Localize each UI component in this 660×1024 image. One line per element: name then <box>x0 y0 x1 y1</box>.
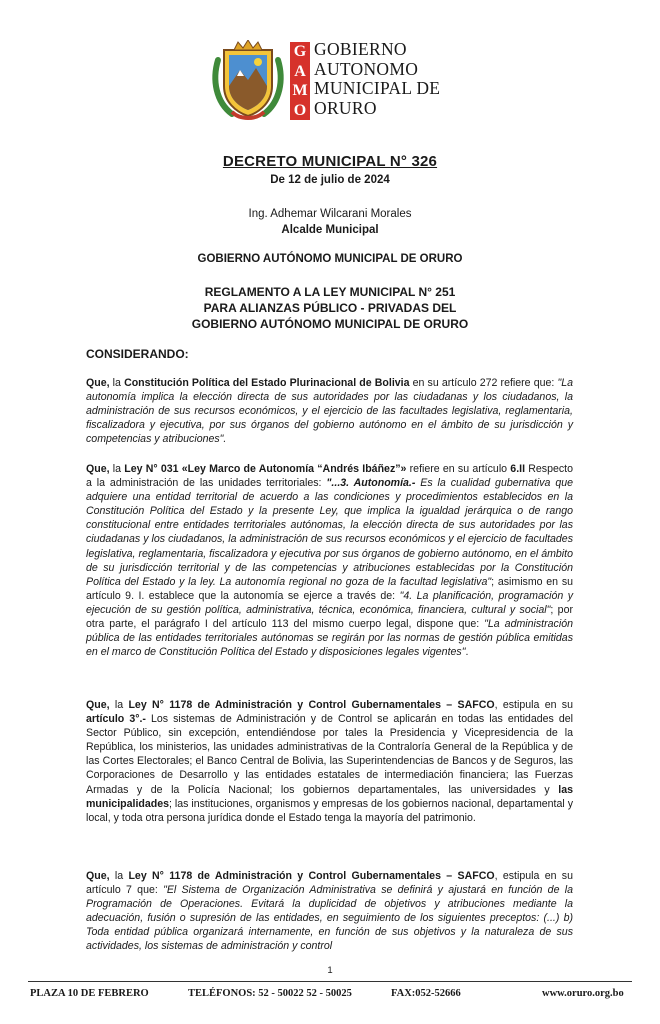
footer-address: PLAZA 10 DE FEBRERO <box>30 988 149 999</box>
footer-divider <box>28 981 632 982</box>
gov-line-3: MUNICIPAL DE <box>314 78 441 98</box>
paragraph-1: Que, la Constitución Política del Estado Plurinacional de Bolivia en su artículo 272 refiere que: "La autonomía implica la elección directa de sus autoridades por las ciudadanas y los ciudadanos, la administración de sus recursos económicos, y el ejercicio de las facultades legislativa, reglamentaria, fiscalizadora y ejecutiva, por sus órganos del gobierno autónomo en el ámbito de su jurisdicción y competencias y atribuciones". <box>86 377 573 446</box>
footer-website[interactable]: www.oruro.org.bo <box>542 988 624 999</box>
decree-title: DECRETO MUNICIPAL N° 326 <box>222 153 438 170</box>
footer-fax: FAX:052-52666 <box>391 988 461 999</box>
signer-name: Ing. Adhemar Wilcarani Morales <box>248 208 412 220</box>
considerando-heading: CONSIDERANDO: <box>86 347 189 361</box>
government-heading: GOBIERNO AUTÓNOMO MUNICIPAL DE ORURO <box>197 253 463 265</box>
gamo-acronym: G A M O <box>290 42 310 120</box>
gov-line-1: GOBIERNO <box>314 39 407 59</box>
signer-role: Alcalde Municipal <box>281 224 379 236</box>
paragraph-2: Que, la Ley N° 031 «Ley Marco de Autonomía “Andrés Ibáñez”» refiere en su artículo 6.II Respecto a la administración de las unidades territoriales: "...3. Autonomía.- Es la cualidad gubernativa que adquiere una entidad territorial de acuerdo a las condiciones y procedimientos establecidos en la Constitución Política del Estado y la presente Ley, que implica la igualdad jerárquica o de rango constitucional entre entidades territoriales autónomas, la elección directa de sus autoridades por las ciudadanas y los ciudadanos, la administración de sus recursos económicos y el ejercicio de facultades legislativa, reglamentaria, fiscalizadora y ejecutiva por sus órganos de gobierno autónomo, en el ámbito de su jurisdicción territorial y de las competencias y atribuciones establecidas por la Constitución Política del Estado y la ley. La autonomía regional no goza de la facultad legislativa"; asimismo en su artículo 9. I. establece que la autonomía se ejerce a través de: "4. La planificación, programación y ejecución de su gestión política, administrativa, técnica, económica, financiera, cultural y social"; por otra parte, el parágrafo I del artículo 113 del mismo cuerpo legal, dispone que: "La administración pública de las entidades territoriales autónomas se regirán por las normas de gestión pública emitidas en el marco de Constitución Política del Estado y disposiciones legales vigentes". <box>86 463 574 659</box>
paragraph-3: Que, la Ley N° 1178 de Administración y Control Gubernamentales – SAFCO, estipula en su artículo 3°.- Los sistemas de Administración y de Control se aplicarán en todas las entidades del Sector Público, sin excepción, entendiéndose por tales la Presidencia y Vicepresidencia de la República, los ministerios, las unidades administrativas de la Contraloría General de la República y de las Cortes Electorales; el Banco Central de Bolivia, las Superintendencias de Bancos y de Seguros, las Corporaciones de Desarrollo y las entidades estatales de intermediación financiera; las Fuerzas Armadas y de la Policía Nacional; los gobiernos departamentales, las universidades y las municipalidades; las instituciones, organismos y empresas de los gobiernos nacional, departamental y local, y toda otra persona jurídica donde el Estado tenga la mayoría del patrimonio. <box>86 699 573 824</box>
paragraph-4: Que, la Ley N° 1178 de Administración y Control Gubernamentales – SAFCO, estipula en su artículo 7 que: "El Sistema de Organización Administrativa se definirá y ajustará en función de la Programación de Operaciones. Evitará la duplicidad de objetivos y atribuciones mediante la adecuación, fusión o supresión de las entidades, en seguimiento de los siguientes preceptos: (...) b) Toda entidad pública organizará internamente, en función de sus objetivos y la naturaleza de sus actividades, los sistemas de administración y control <box>86 870 573 953</box>
page-number: 1 <box>327 965 333 976</box>
municipal-seal-icon <box>210 40 286 122</box>
gov-line-2: AUTONOMO <box>314 58 419 79</box>
decree-date: De 12 de julio de 2024 <box>270 174 390 186</box>
regulation-title: REGLAMENTO A LA LEY MUNICIPAL N° 251 PARA ALIANZAS PÚBLICO - PRIVADAS DEL GOBIERNO AUTÓNOMO MUNICIPAL DE ORURO <box>191 285 469 331</box>
footer-phones: TELÉFONOS: 52 - 50022 52 - 50025 <box>188 988 352 999</box>
letterhead <box>210 40 450 122</box>
gov-line-4: ORURO <box>314 97 377 118</box>
government-name <box>314 40 440 118</box>
